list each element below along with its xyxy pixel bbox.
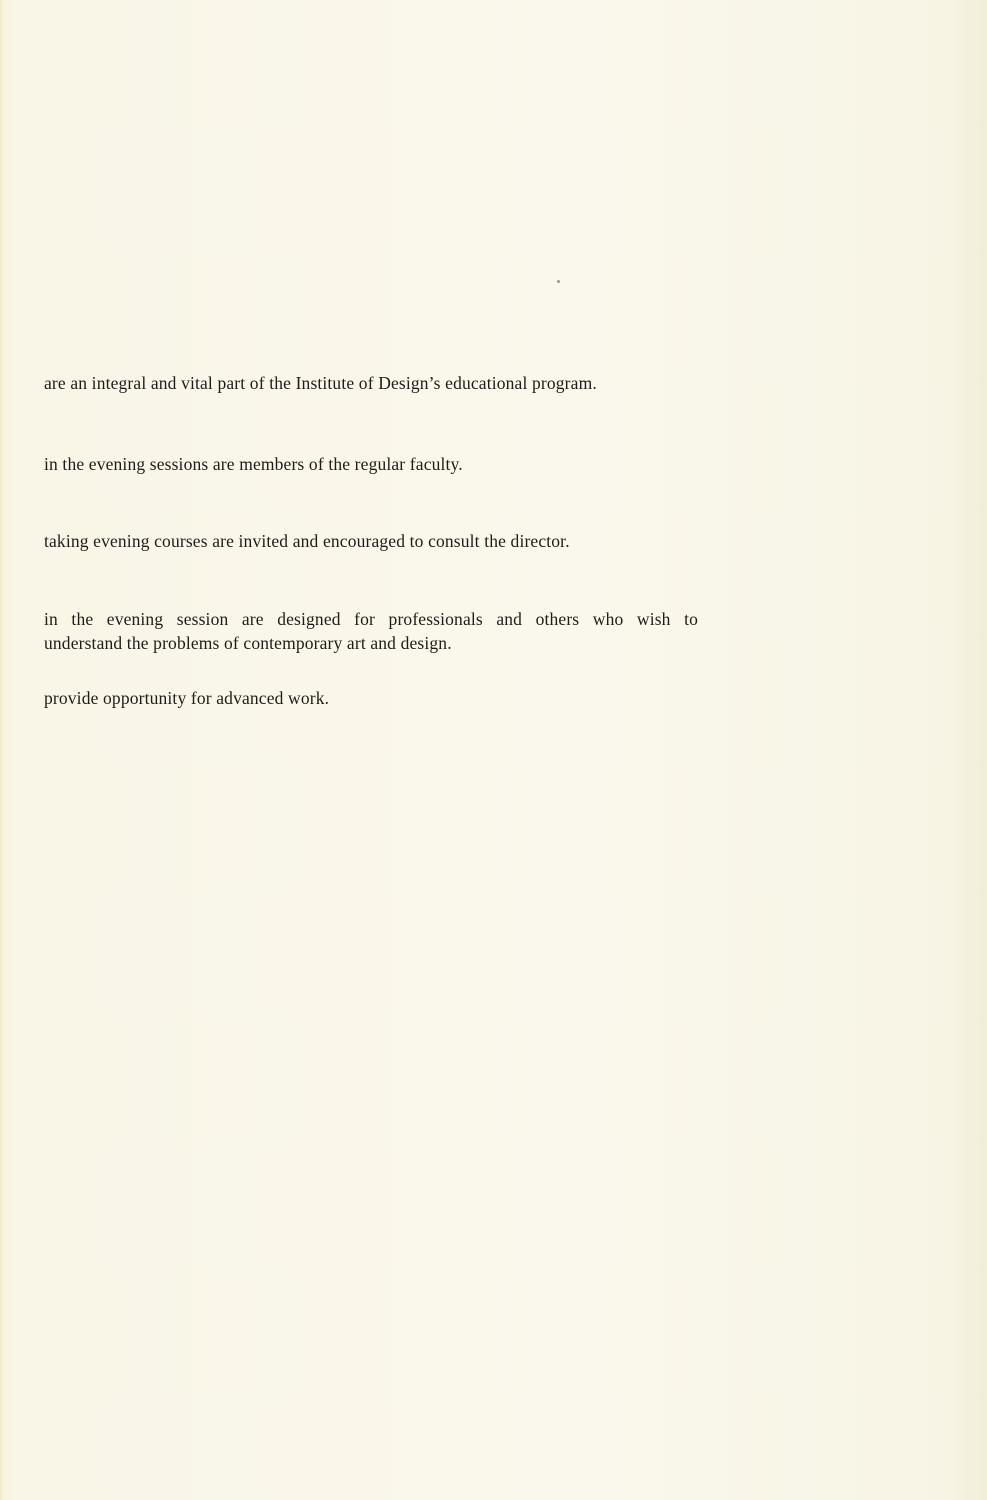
paper-speck: [557, 280, 560, 283]
paragraph-students: [44, 529, 724, 553]
paragraph-instructors: [44, 452, 724, 476]
text-line: are an integral and vital part of the Institute of Design’s educational program.: [44, 373, 597, 393]
paragraph-faculty-courses: [44, 371, 724, 395]
text-line: taking evening courses are invited and encouraged to consult the director.: [44, 531, 570, 551]
paragraph-evening-session: [44, 607, 724, 655]
text-line: in the evening session are designed for professionals and others who wish to: [44, 609, 698, 629]
text-line: provide opportunity for advanced work.: [44, 688, 330, 708]
paragraph-advanced-work: [44, 686, 724, 710]
text-line: understand the problems of contemporary art and design.: [44, 633, 452, 653]
text-line: in the evening sessions are members of the regular faculty.: [44, 454, 463, 474]
